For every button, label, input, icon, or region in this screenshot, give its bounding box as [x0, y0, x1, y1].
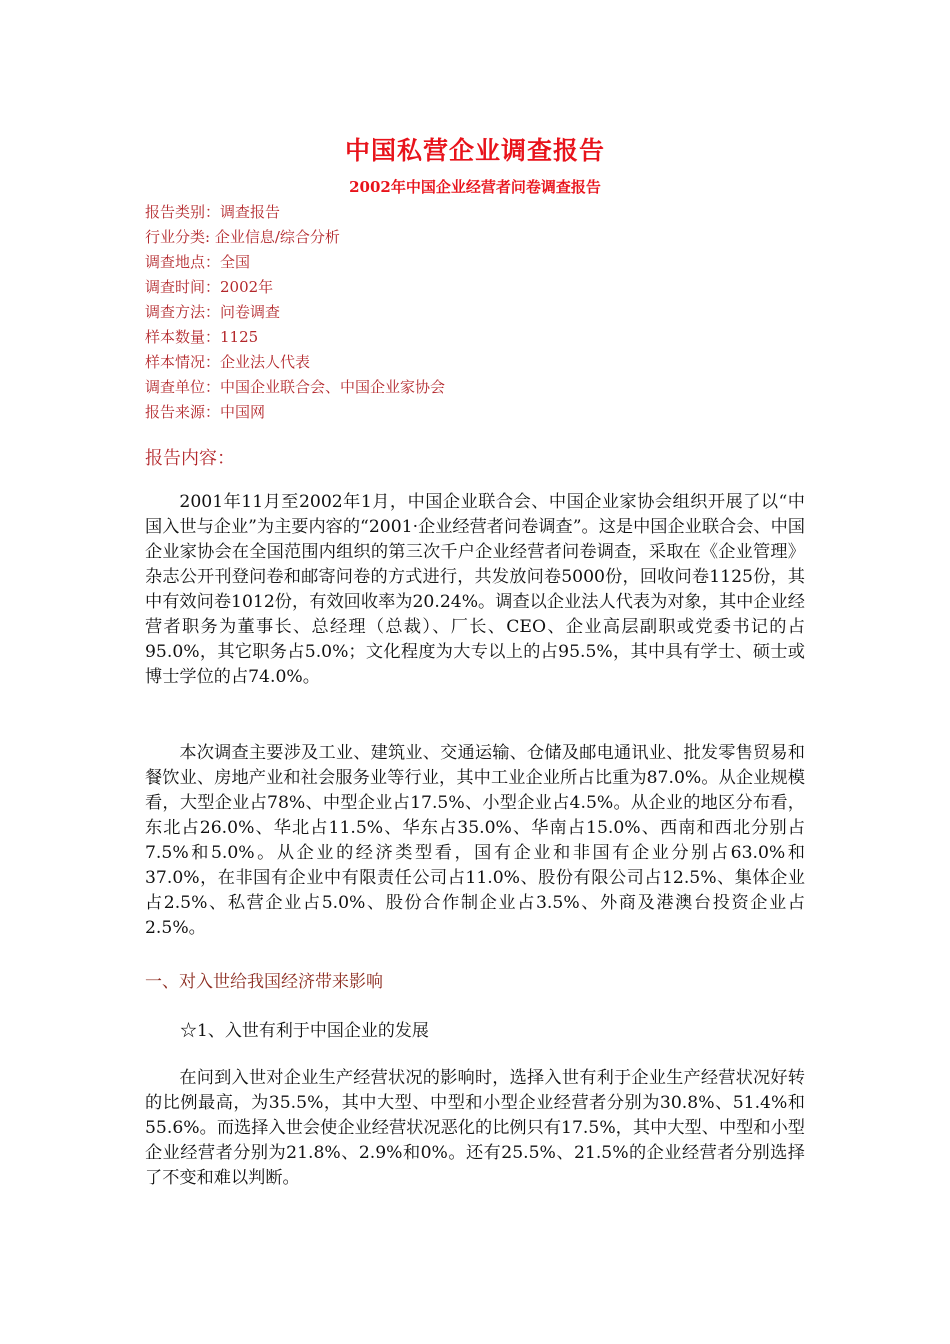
meta-method: 调查方法：问卷调查 — [145, 303, 281, 321]
document-subtitle: 2002年中国企业经营者问卷调查报告 — [349, 178, 601, 196]
meta-industry: 行业分类: 企业信息/综合分析 — [145, 228, 340, 246]
body-paragraph: 2001年11月至2002年1月，中国企业联合会、中国企业家协会组织开展了以“中国入世与企业”为主要内容的“2001·企业经营者问卷调查”。这是中国企业联合会、中国企业家协会在全国范围内组织的第三次千户企业经营者问卷调查，采取在《企业管理》杂志公开刊登问卷和邮寄问卷的方式进行，共发放问卷5000份，回收问卷1125份，其中有效问卷1012份，有效回收率为20.24%。调查以企业法人代表为对象，其中企业经营者职务为董事长、总经理（总裁）、厂长、CEO、企业高层副职或党委书记的占95.0%，其它职务占5.0%；文化程度为大专以上的占95.5%，其中具有学士、硕士或博士学位的占74.0%。 — [145, 492, 805, 687]
meta-time: 调查时间：2002年 — [145, 278, 274, 296]
meta-source: 报告来源：中国网 — [145, 403, 266, 421]
subsection-heading: ☆1、入世有利于中国企业的发展 — [180, 1021, 429, 1041]
body-paragraph: 在问到入世对企业生产经营状况的影响时，选择入世有利于企业生产经营状况好转的比例最高，为35.5%，其中大型、中型和小型企业经营者分别为30.8%、51.4%和55.6%。而选择入世会使企业经营状况恶化的比例只有17.5%，其中大型、中型和小型企业经营者分别为21.8%、2.9%和0%。还有25.5%、21.5%的企业经营者分别选择了不变和难以判断。 — [145, 1068, 805, 1188]
section-heading: 一、对入世给我国经济带来影响 — [145, 972, 383, 992]
report-metadata — [145, 200, 805, 425]
meta-report-category: 报告类别：调查报告 — [145, 203, 281, 221]
meta-location: 调查地点：全国 — [145, 253, 251, 271]
meta-sample-size: 样本数量：1125 — [145, 328, 259, 346]
body-paragraph: 本次调查主要涉及工业、建筑业、交通运输、仓储及邮电通讯业、批发零售贸易和餐饮业、房地产业和社会服务业等行业，其中工业企业所占比重为87.0%。从企业规模看，大型企业占78%、中型企业占17.5%、小型企业占4.5%。从企业的地区分布看，东北占26.0%、华北占11.5%、华东占35.0%、华南占15.0%、西南和西北分别占7.5%和5.0%。从企业的经济类型看，国有企业和非国有企业分别占63.0%和37.0%，在非国有企业中有限责任公司占11.0%、股份有限公司占12.5%、集体企业占2.5%、私营企业占5.0%、股份合作制企业占3.5%、外商及港澳台投资企业占2.5%。 — [145, 743, 805, 938]
content-heading: 报告内容： — [145, 448, 235, 469]
document-title: 中国私营企业调查报告 — [344, 136, 605, 165]
meta-organizer: 调查单位：中国企业联合会、中国企业家协会 — [145, 378, 446, 396]
meta-sample-profile: 样本情况：企业法人代表 — [145, 353, 311, 371]
